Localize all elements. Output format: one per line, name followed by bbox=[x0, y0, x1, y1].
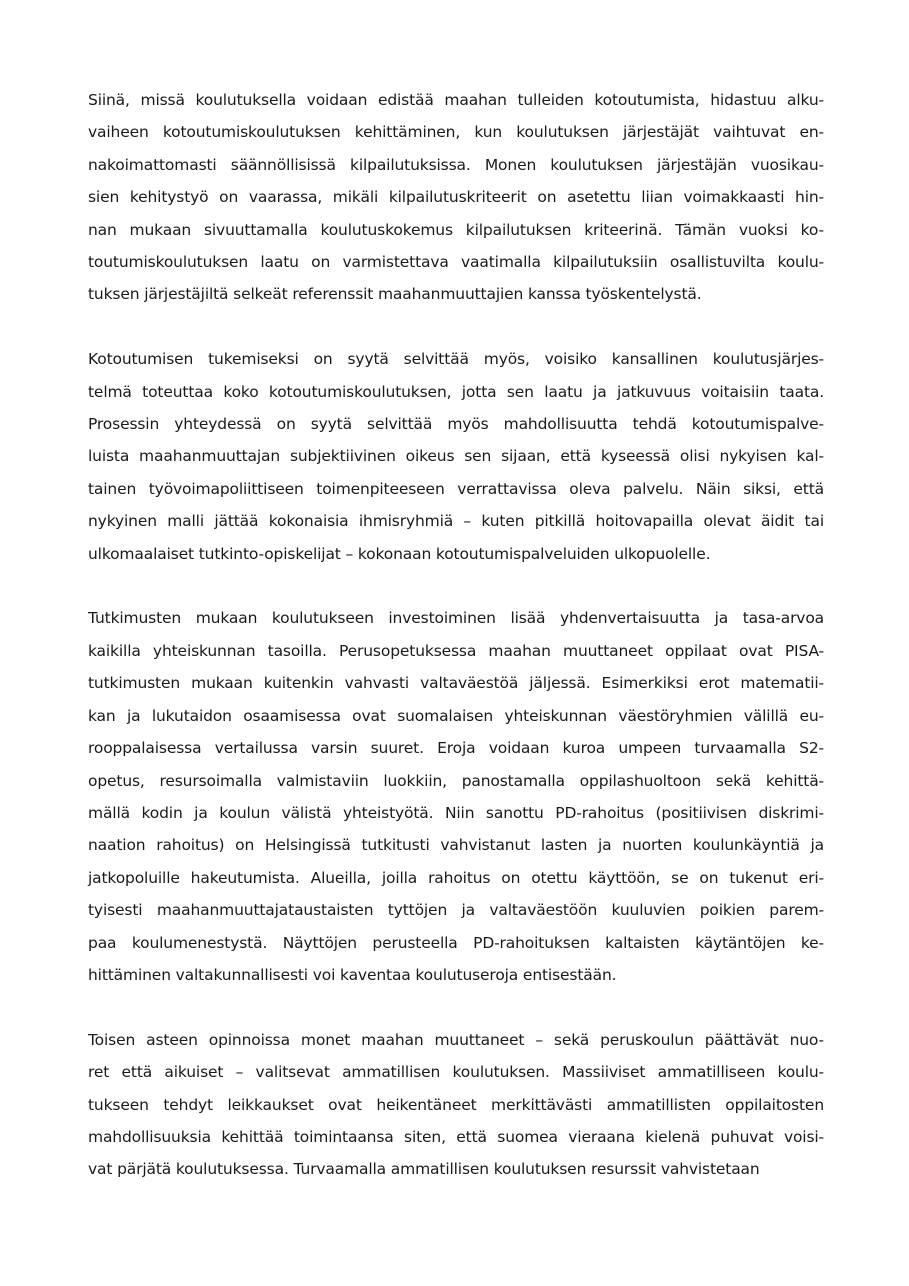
paragraph-3 bbox=[88, 602, 824, 991]
text-line: opetus, resursoimalla valmistaviin luokkiin, panostamalla oppilashuoltoon sekä kehittä- bbox=[88, 771, 824, 790]
text-line: vaiheen kotoutumiskoulutuksen kehittäminen, kun koulutuksen järjestäjät vaihtuvat en- bbox=[88, 123, 824, 142]
text-line: sien kehitystyö on vaarassa, mikäli kilpailutuskriteerit on asetettu liian voimakkaasti hin- bbox=[88, 188, 824, 207]
text-line: mahdollisuuksia kehittää toimintaansa siten, että suomea vieraana kielenä puhuvat voisi- bbox=[88, 1127, 824, 1146]
text-line: ulkomaalaiset tutkinto-opiskelijat – kokonaan kotoutumispalveluiden ulkopuolelle. bbox=[88, 544, 711, 563]
document-page bbox=[88, 84, 824, 1218]
text-line: Kotoutumisen tukemiseksi on syytä selvittää myös, voisiko kansallinen koulutusjärjes- bbox=[88, 350, 824, 369]
text-line: Siinä, missä koulutuksella voidaan edistää maahan tulleiden kotoutumista, hidastuu alku- bbox=[88, 91, 824, 109]
text-line: ret että aikuiset – valitsevat ammatillisen koulutuksen. Massiiviset ammatilliseen koulu- bbox=[88, 1063, 824, 1082]
text-line: Tutkimusten mukaan koulutukseen investoiminen lisää yhdenvertaisuutta ja tasa-arvoa bbox=[88, 609, 824, 628]
text-line: kan ja lukutaidon osaamisessa ovat suomalaisen yhteiskunnan väestöryhmien välillä eu- bbox=[88, 706, 824, 725]
text-line: kaikilla yhteiskunnan tasoilla. Perusopetuksessa maahan muuttaneet oppilaat ovat PISA- bbox=[88, 641, 824, 660]
paragraph-4 bbox=[88, 1024, 824, 1186]
text-line: rooppalaisessa vertailussa varsin suuret. Eroja voidaan kuroa umpeen turvaamalla S2- bbox=[88, 739, 824, 758]
text-line: telmä toteuttaa koko kotoutumiskoulutuksen, jotta sen laatu ja jatkuvuus voitaisiin taata. bbox=[88, 382, 824, 401]
text-line: mällä kodin ja koulun välistä yhteistyötä. Niin sanottu PD-rahoitus (positiivisen diskrimi- bbox=[88, 803, 824, 822]
text-line: nykyinen malli jättää kokonaisia ihmisryhmiä – kuten pitkillä hoitovapailla olevat äidit tai bbox=[88, 512, 824, 531]
text-line: tukseen tehdyt leikkaukset ovat heikentäneet merkittävästi ammatillisten oppilaitosten bbox=[88, 1095, 824, 1114]
text-line: luista maahanmuuttajan subjektiivinen oikeus sen sijaan, että kyseessä olisi nykyisen kal- bbox=[88, 447, 824, 466]
text-line: nan mukaan sivuuttamalla koulutuskokemus kilpailutuksen kriteerinä. Tämän vuoksi ko- bbox=[88, 220, 824, 239]
text-line: vat pärjätä koulutuksessa. Turvaamalla ammatillisen koulutuksen resurssit vahvistetaan bbox=[88, 1160, 760, 1179]
text-line: Toisen asteen opinnoissa monet maahan muuttaneet – sekä peruskoulun päättävät nuo- bbox=[88, 1030, 824, 1049]
text-line: toutumiskoulutuksen laatu on varmistettava vaatimalla kilpailutuksiin osallistuvilta koulu- bbox=[88, 253, 824, 272]
text-line: tuksen järjestäjiltä selkeät referenssit maahanmuuttajien kanssa työskentelystä. bbox=[88, 285, 702, 304]
text-line: nakoimattomasti säännöllisissä kilpailutuksissa. Monen koulutuksen järjestäjän vuosikau- bbox=[88, 155, 824, 174]
text-line: paa koulumenestystä. Näyttöjen perusteella PD-rahoituksen kaltaisten käytäntöjen ke- bbox=[88, 933, 824, 952]
text-line: tutkimusten mukaan kuitenkin vahvasti valtaväestöä jäljessä. Esimerkiksi erot matematii- bbox=[88, 674, 824, 693]
text-line: hittäminen valtakunnallisesti voi kaventaa koulutuseroja entisestään. bbox=[88, 965, 617, 984]
text-line: naation rahoitus) on Helsingissä tutkitusti vahvistanut lasten ja nuorten koulunkäyntiä ja bbox=[88, 836, 824, 855]
text-line: Prosessin yhteydessä on syytä selvittää myös mahdollisuutta tehdä kotoutumispalve- bbox=[88, 415, 824, 434]
text-line: jatkopoluille hakeutumista. Alueilla, joilla rahoitus on otettu käyttöön, se on tukenut eri- bbox=[88, 868, 824, 887]
text-line: tainen työvoimapoliittiseen toimenpiteeseen verrattavissa oleva palvelu. Näin siksi, että bbox=[88, 479, 824, 498]
paragraph-1 bbox=[88, 84, 824, 311]
text-line: tyisesti maahanmuuttajataustaisten tyttöjen ja valtaväestöön kuuluvien poikien parem- bbox=[88, 901, 824, 920]
paragraph-2 bbox=[88, 343, 824, 570]
